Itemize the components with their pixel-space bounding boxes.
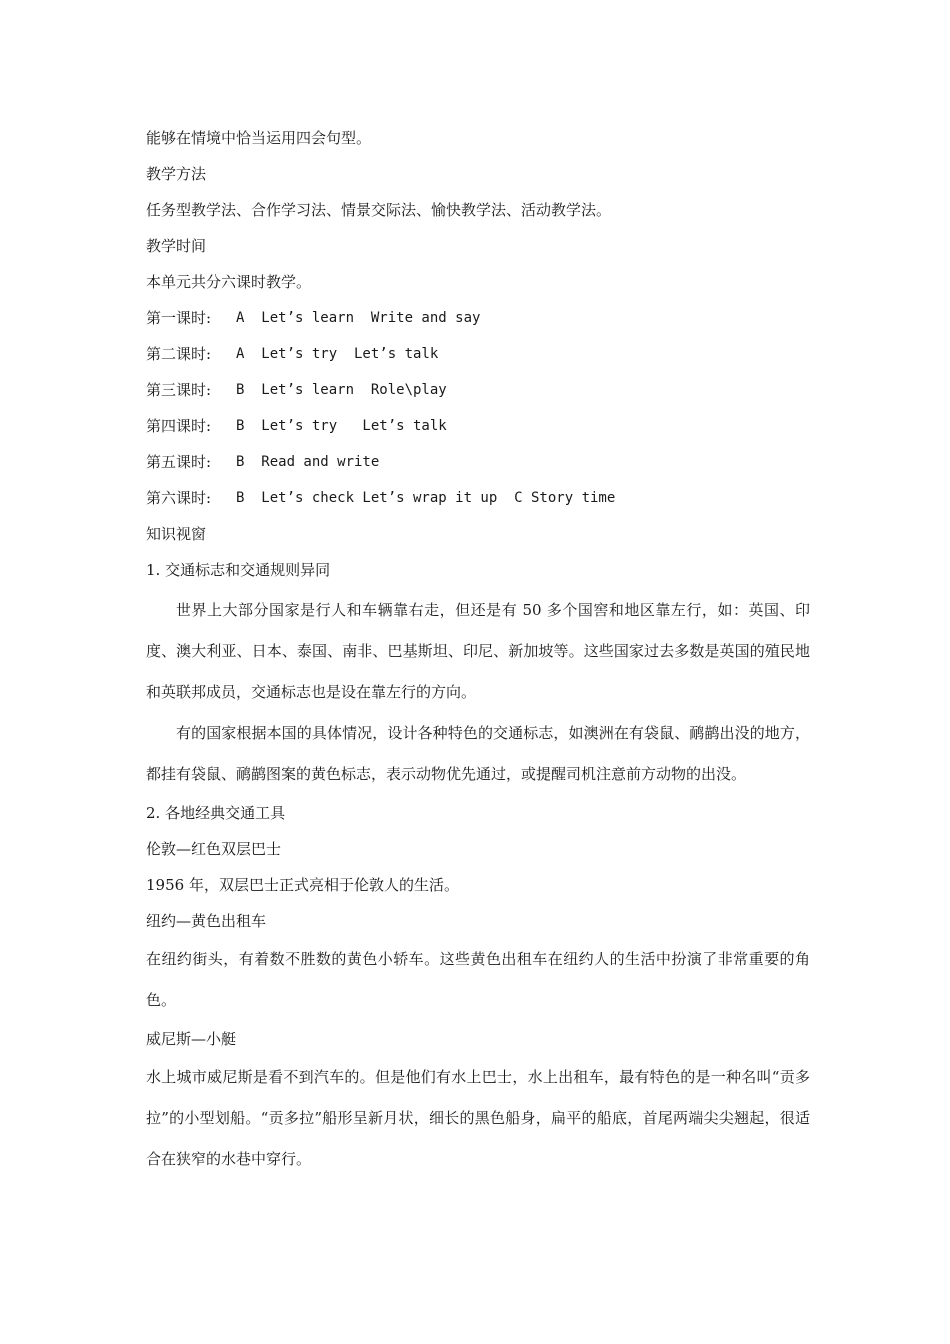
item-newyork-text: 在纽约街头，有着数不胜数的黄色小轿车。这些黄色出租车在纽约人的生活中扮演了非常重要的角色。 <box>146 950 810 1009</box>
lesson-row <box>146 408 810 444</box>
methods-text: 任务型教学法、合作学习法、情景交际法、愉快教学法、活动教学法。 <box>146 201 612 219</box>
lesson-row <box>146 480 810 516</box>
lesson-row <box>146 336 810 372</box>
section1-paragraph-2: 有的国家根据本国的具体情况，设计各种特色的交通标志，如澳洲在有袋鼠、鸸鹋出没的地方，都挂有袋鼠、鸸鹋图案的黄色标志，表示动物优先通过，或提醒司机注意前方动物的出没。 <box>146 724 810 783</box>
section1-title: 1. 交通标志和交通规则异同 <box>146 561 331 579</box>
time-heading: 教学时间 <box>146 237 207 255</box>
section1-paragraph-1: 世界上大部分国家是行人和车辆靠右走，但还是有 50 多个国窖和地区靠左行，如：英国、印度、澳大利亚、日本、泰国、南非、巴基斯坦、印尼、新加坡等。这些国家过去多数是英国的殖民地和英联邦成员，交通标志也是设在靠左行的方向。 <box>146 601 810 701</box>
lesson-content: B Let’s try Let’s talk <box>236 418 447 434</box>
methods-heading: 教学方法 <box>146 165 207 183</box>
item-london-text: 1956 年，双层巴士正式亮相于伦敦人的生活。 <box>146 876 459 894</box>
lesson-label: 第六课时: <box>146 489 212 507</box>
item-newyork-title: 纽约—黄色出租车 <box>146 912 267 930</box>
section2-title: 2. 各地经典交通工具 <box>146 804 286 822</box>
document-content <box>146 120 810 1180</box>
item-venice-title: 威尼斯—小艇 <box>146 1030 237 1048</box>
item-venice-text: 水上城市威尼斯是看不到汽车的。但是他们有水上巴士，水上出租车，最有特色的是一种名叫“贡多拉”的小型划船。“贡多拉”船形呈新月状，细长的黑色船身，扁平的船底，首尾两端尖尖翘起，很适合在狭窄的水巷中穿行。 <box>146 1068 810 1168</box>
knowledge-heading: 知识视窗 <box>146 525 207 543</box>
item-london-title: 伦敦—红色双层巴士 <box>146 840 282 858</box>
intro-line: 能够在情境中恰当运用四会句型。 <box>146 129 372 147</box>
lesson-content: A Let’s try Let’s talk <box>236 346 439 362</box>
lesson-content: B Let’s learn Role\play <box>236 382 447 398</box>
lesson-row <box>146 372 810 408</box>
lesson-row <box>146 300 810 336</box>
lesson-content: A Let’s learn Write and say <box>236 310 481 326</box>
time-text: 本单元共分六课时教学。 <box>146 273 312 291</box>
lesson-label: 第二课时: <box>146 345 212 363</box>
lesson-content: B Read and write <box>236 454 380 470</box>
lesson-row <box>146 444 810 480</box>
lesson-content: B Let’s check Let’s wrap it up C Story time <box>236 490 616 506</box>
lesson-label: 第四课时: <box>146 417 212 435</box>
lesson-label: 第五课时: <box>146 453 212 471</box>
lesson-label: 第一课时: <box>146 309 212 327</box>
lesson-label: 第三课时: <box>146 381 212 399</box>
